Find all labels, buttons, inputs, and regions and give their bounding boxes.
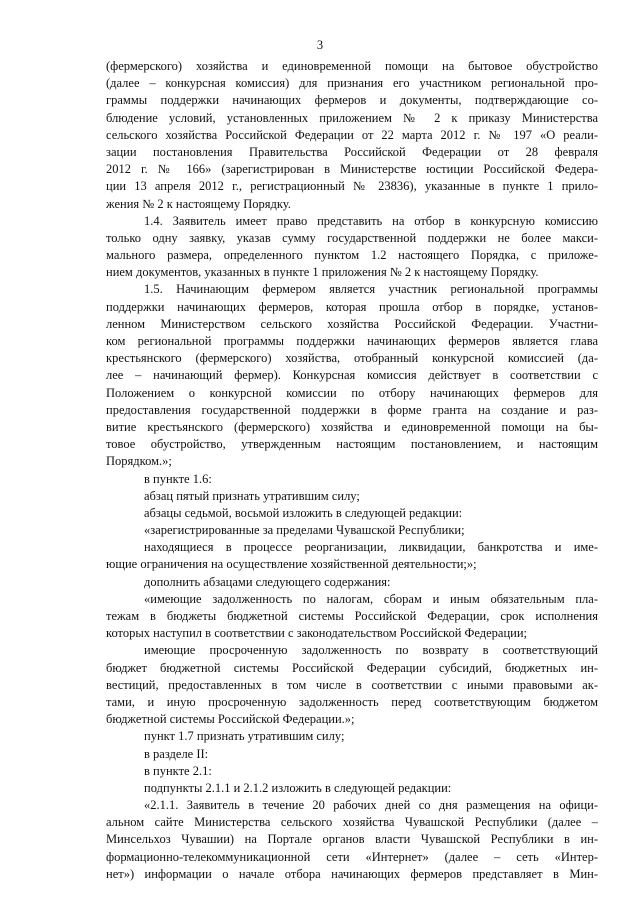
- text-line: ции 13 апреля 2012 г., регистрационный № 23836), указанные в пункте 1 прило-: [106, 179, 598, 194]
- text-line: альном сайте Министерства сельского хозяйства Чувашской Республики (далее –: [106, 815, 598, 830]
- page-number: 3: [316, 38, 324, 52]
- text-line: ющие ограничения на осуществление хозяйственной деятельности;»;: [106, 557, 477, 572]
- text-line: имеющие просроченную задолженность по возврату в соответствующий: [144, 643, 598, 658]
- text-line: в пункте 2.1:: [144, 763, 212, 778]
- text-line: только одну заявку, указав сумму государственной поддержки не более макси-: [106, 230, 598, 245]
- text-line: нием документов, указанных в пункте 1 приложения № 2 к настоящему Порядку.: [106, 265, 539, 280]
- text-line: находящиеся в процессе реорганизации, ликвидации, банкротства и име-: [144, 540, 598, 555]
- text-line: 1.4. Заявитель имеет право представить на отбор в конкурсную комиссию: [144, 213, 598, 228]
- text-line: ком региональной программы поддержки начинающих фермеров является глава: [106, 334, 598, 348]
- text-line: поддержки начинающих фермеров, которая прошла отбор в порядке, установ-: [106, 299, 598, 314]
- text-line: тами, и иную просроченную задолженность перед соответствующим бюджетом: [106, 694, 598, 709]
- text-line: товое обустройство, утвержденным настоящим постановлением, и настоящим: [106, 437, 598, 452]
- text-line: 2012 г. № 166» (зарегистрирован в Министерстве юстиции Российской Федера-: [106, 162, 598, 177]
- text-line: предоставления государственной поддержки в форме гранта на создание и раз-: [106, 402, 598, 417]
- text-line: (далее – конкурсная комиссия) для признания его участником региональной про-: [106, 76, 598, 91]
- text-line: «2.1.1. Заявитель в течение 20 рабочих дней со дня размещения на офици-: [144, 798, 598, 813]
- text-line: бюджет бюджетной системы Российской Федерации субсидий, бюджетных ин-: [106, 660, 598, 675]
- body-text: [106, 58, 598, 883]
- text-line: абзацы седьмой, восьмой изложить в следующей редакции:: [144, 505, 463, 520]
- text-line: ленном Министерством сельского хозяйства Российской Федерации. Участни-: [106, 316, 598, 331]
- text-line: вестиций, предоставленных в том числе в соответствии с иными правовыми ак-: [106, 677, 598, 692]
- text-line: подпункты 2.1.1 и 2.1.2 изложить в следующей редакции:: [144, 780, 452, 795]
- text-line: «зарегистрированные за пределами Чувашской Республики;: [144, 523, 465, 538]
- text-line: бюджетной системы Российской Федерации.»;: [106, 712, 355, 727]
- text-line: жения № 2 к настоящему Порядку.: [106, 196, 291, 211]
- text-line: блюдение условий, установленных приложением № 2 к приказу Министерства: [106, 110, 598, 125]
- text-line: крестьянского (фермерского) хозяйства, отобранный конкурсной комиссией (да-: [106, 351, 598, 366]
- text-line: сельского хозяйства Российской Федерации от 22 марта 2012 г. № 197 «О реали-: [106, 127, 598, 142]
- text-line: дополнить абзацами следующего содержания:: [144, 574, 391, 589]
- text-line: в разделе II:: [144, 746, 209, 761]
- text-line: «имеющие задолженность по налогам, сборам и иным обязательным пла-: [144, 591, 598, 606]
- text-line: в пункте 1.6:: [144, 471, 212, 486]
- text-line: 1.5. Начинающим фермером является участник региональной программы: [144, 282, 598, 297]
- text-line: абзац пятый признать утратившим силу;: [144, 488, 360, 503]
- text-line: Положением о конкурсной комиссии по отбору начинающих фермеров для: [106, 385, 598, 400]
- text-line: Минсельхоз Чувашии) на Портале органов власти Чувашской Республики в ин-: [106, 832, 598, 847]
- text-line: нет») информации о начале отбора начинающих фермеров представляет в Мин-: [106, 866, 598, 881]
- text-line: лее – начинающий фермер). Конкурсная комиссия действует в соответствии с: [106, 368, 598, 383]
- text-line: мального размера, определенного пунктом 1.2 настоящего Порядка, с приложе-: [106, 248, 598, 263]
- text-line: зации постановления Правительства Российской Федерации от 28 февраля: [106, 144, 598, 159]
- text-line: витие крестьянского (фермерского) хозяйства и единовременной помощи на бы-: [106, 419, 598, 434]
- text-line: граммы поддержки начинающих фермеров и документы, подтверждающие со-: [106, 93, 598, 108]
- text-line: (фермерского) хозяйства и единовременной помощи на бытовое обустройство: [106, 59, 598, 73]
- text-line: пункт 1.7 признать утратившим силу;: [144, 729, 345, 744]
- text-line: формационно-телекоммуникационной сети «Интернет» (далее – сеть «Интер-: [106, 849, 598, 864]
- text-line: Порядком.»;: [106, 454, 172, 469]
- text-line: которых наступил в соответствии с законодательством Российской Федерации;: [106, 626, 528, 641]
- text-line: тежам в бюджеты бюджетной системы Российской Федерации, срок исполнения: [106, 609, 598, 623]
